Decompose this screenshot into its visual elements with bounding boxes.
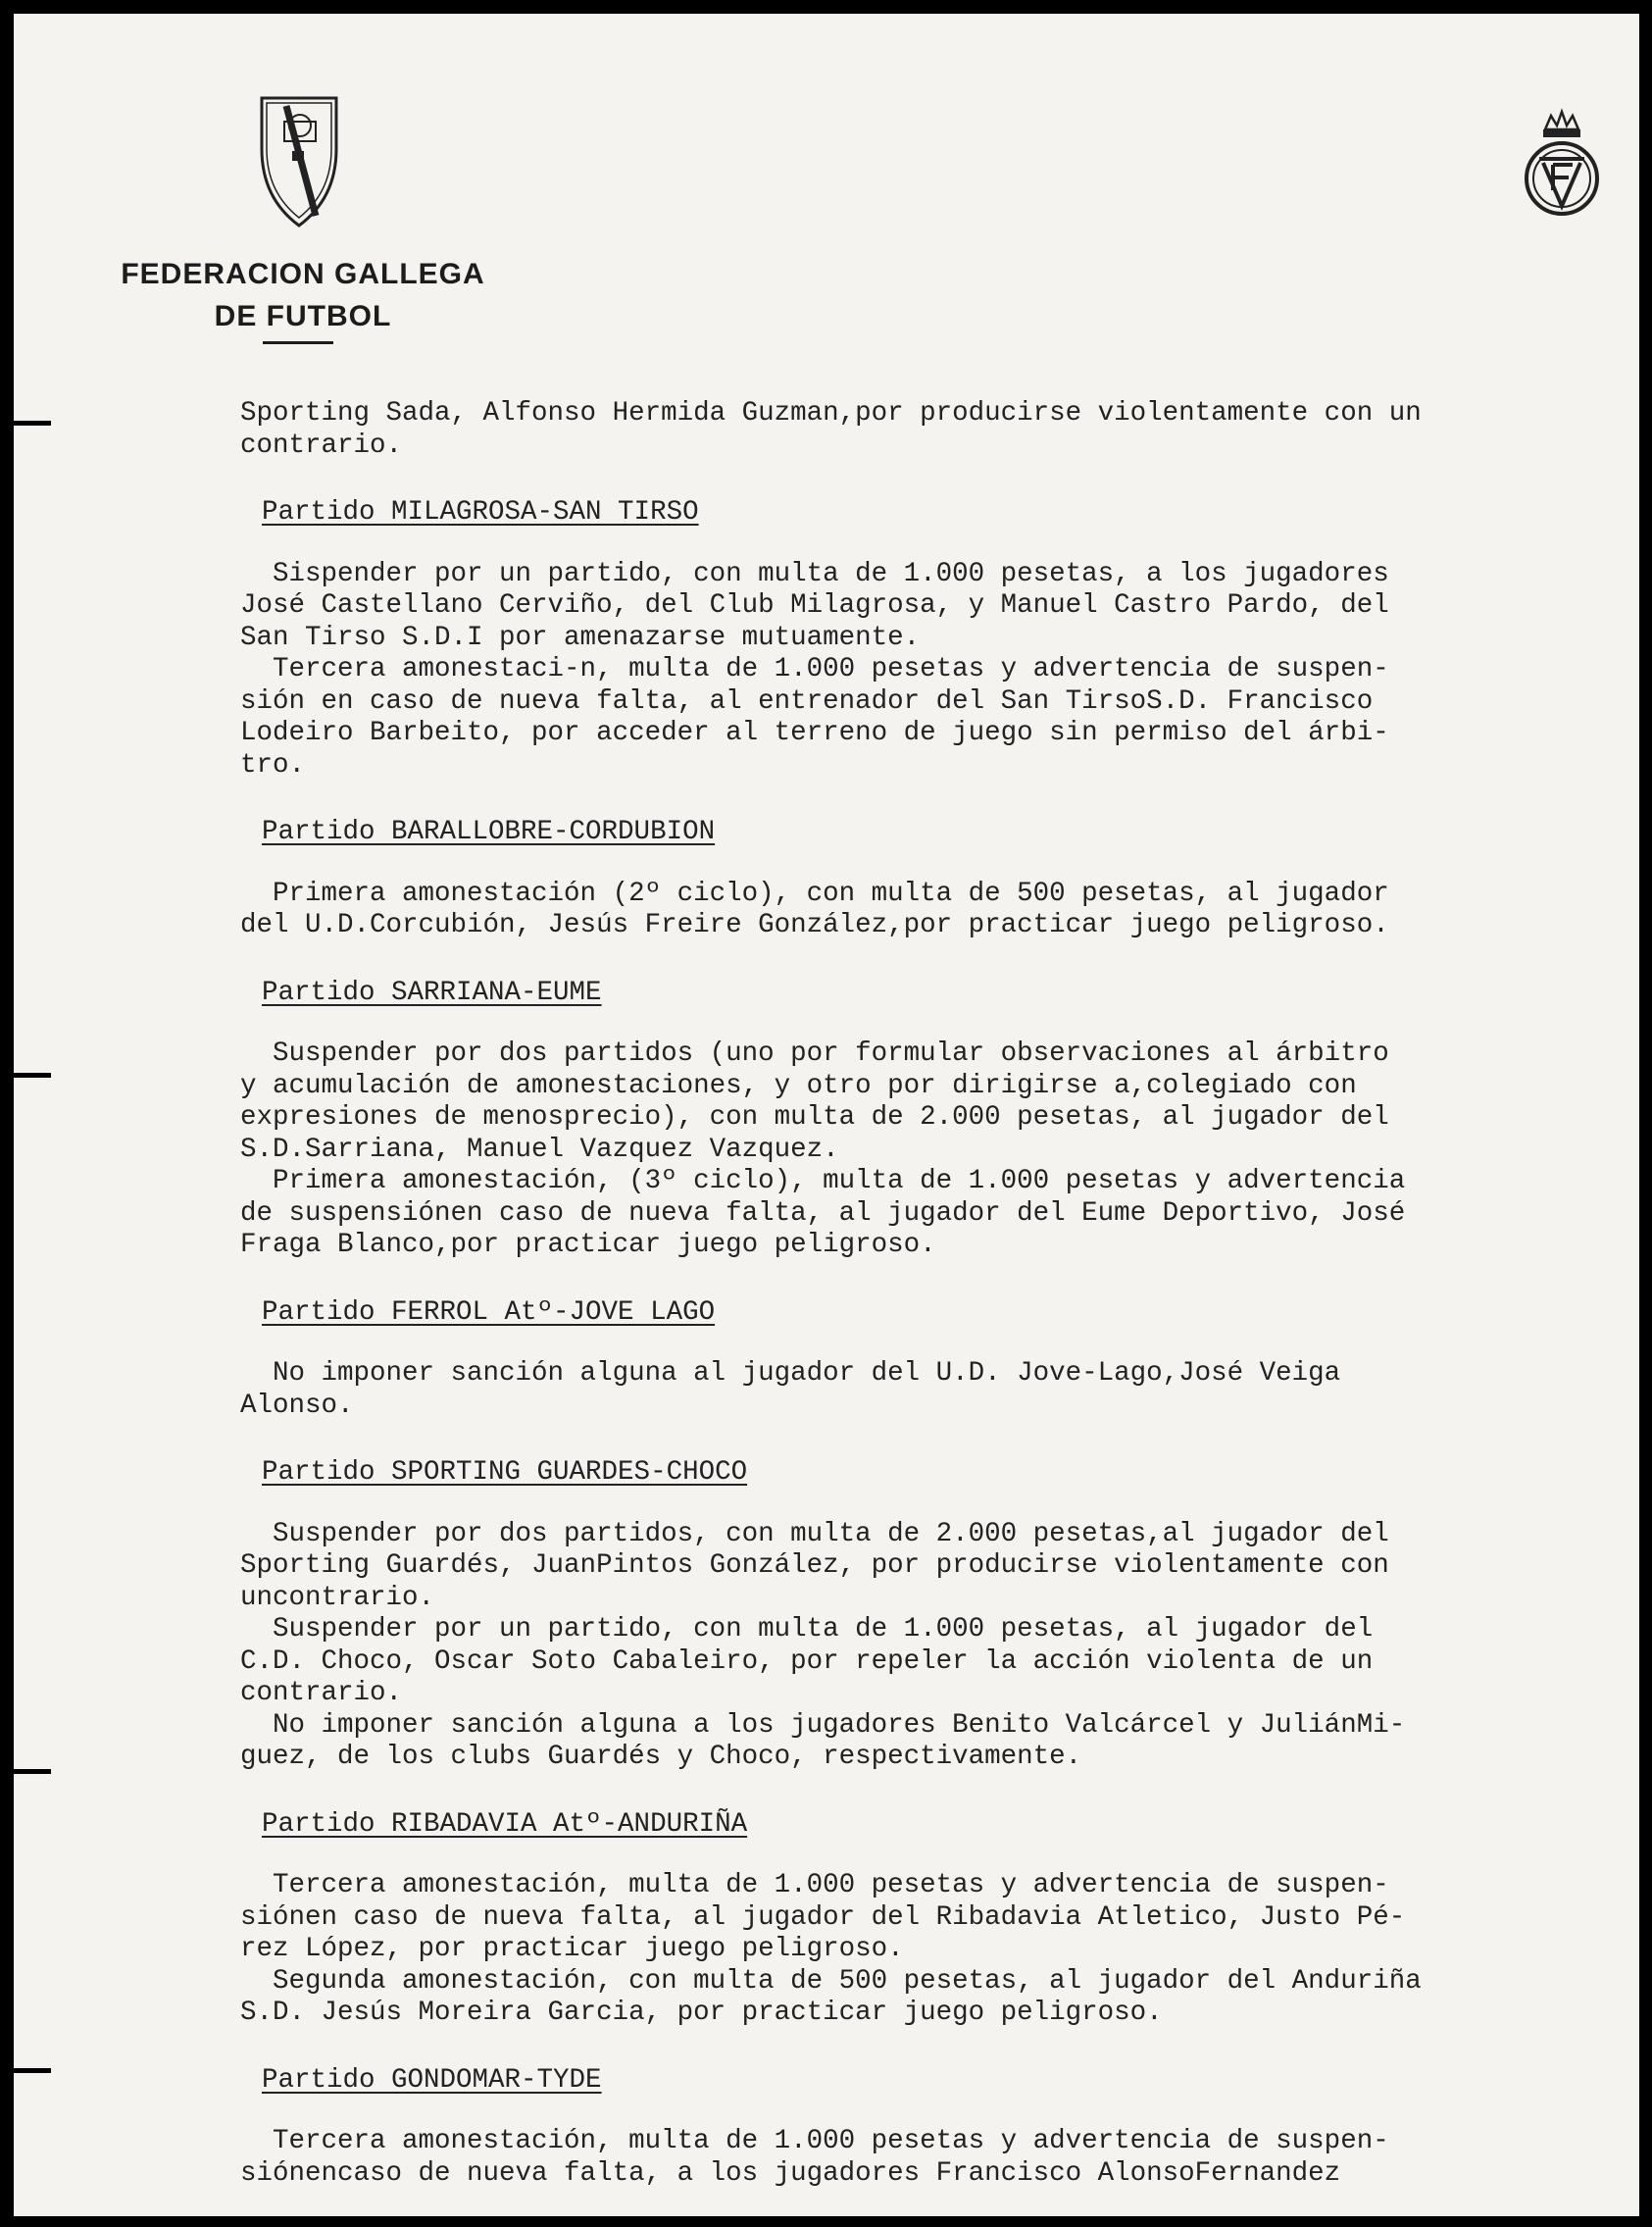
section-line: del U.D.Corcubión, Jesús Freire González,por practicar juego peligroso. xyxy=(208,910,1389,940)
section-heading: Partido RIBADAVIA Atº-ANDURIÑA xyxy=(262,1808,748,1840)
section-line: José Castellano Cerviño, del Club Milagrosa, y Manuel Castro Pardo, del xyxy=(208,590,1389,621)
section-line: No imponer sanción alguna a los jugadores Benito Valcárcel y JuliánMi- xyxy=(208,1709,1406,1741)
binder-hole xyxy=(14,1073,51,1078)
section-line: Suspender por un partido, con multa de 1.000 pesetas, al jugador del xyxy=(208,1614,1374,1645)
section-line: C.D. Choco, Oscar Soto Cabaleiro, por repeler la acción violenta de un xyxy=(208,1645,1374,1677)
section-line: Primera amonestación, (3º ciclo), multa de 1.000 pesetas y advertencia xyxy=(208,1166,1406,1196)
section-line: rez López, por practicar juego peligroso. xyxy=(208,1934,904,1964)
section-heading: Partido FERROL Atº-JOVE LAGO xyxy=(262,1296,716,1328)
section-line: expresiones de menosprecio), con multa de 2.000 pesetas, al jugador del xyxy=(208,1102,1389,1133)
section-heading: Partido GONDOMAR-TYDE xyxy=(262,2064,602,2096)
intro-line: Sporting Sada, Alfonso Hermida Guzman,por producirse violentamente con un xyxy=(208,398,1422,429)
section-line: tro. xyxy=(208,749,306,781)
federation-name-line2: DE FUTBOL xyxy=(214,300,392,332)
section-line: Primera amonestación (2º ciclo), con multa de 500 pesetas, al jugador xyxy=(208,878,1389,909)
section-line: Sispender por un partido, con multa de 1.000 pesetas, a los jugadores xyxy=(208,558,1389,589)
section-line: S.D. Jesús Moreira Garcia, por practicar juego peligroso. xyxy=(208,1998,1163,2028)
section-line: siónencaso de nueva falta, a los jugadores Francisco AlonsoFernandez xyxy=(208,2157,1341,2189)
section-line: Tercera amonestación, multa de 1.000 pesetas y advertencia de suspen- xyxy=(208,1870,1389,1900)
federation-shield-logo xyxy=(257,92,341,229)
section-line: y acumulación de amonestaciones, y otro por dirigirse a,colegiado con xyxy=(208,1070,1357,1101)
federation-name xyxy=(92,253,514,337)
section-line: sión en caso de nueva falta, al entrenador del San TirsoS.D. Francisco xyxy=(208,685,1374,717)
binder-hole xyxy=(14,2068,51,2073)
section-line: Tercera amonestación, multa de 1.000 pesetas y advertencia de suspen- xyxy=(208,2126,1389,2156)
section-line: Lodeiro Barbeito, por acceder al terreno de juego sin permiso del árbi- xyxy=(208,718,1389,748)
section-line: Fraga Blanco,por practicar juego peligroso. xyxy=(208,1230,936,1260)
section-heading: Partido MILAGROSA-SAN TIRSO xyxy=(262,497,699,528)
section-line: contrario. xyxy=(208,1678,403,1708)
document-page xyxy=(14,14,1639,2216)
section-line: Alonso. xyxy=(208,1390,354,1421)
section-line: Segunda amonestación, con multa de 500 pesetas, al jugador del Anduriña xyxy=(208,1965,1422,1997)
section-line: de suspensiónen caso de nueva falta, al jugador del Eume Deportivo, José xyxy=(208,1197,1406,1229)
section-line: uncontrario. xyxy=(208,1582,435,1613)
binder-hole xyxy=(14,421,51,426)
intro-line: contrario. xyxy=(208,430,403,461)
section-heading: Partido SARRIANA-EUME xyxy=(262,977,602,1008)
section-line: Suspender por dos partidos, con multa de 2.000 pesetas,al jugador del xyxy=(208,1518,1389,1549)
section-heading: Partido SPORTING GUARDES-CHOCO xyxy=(262,1457,748,1488)
section-heading: Partido BARALLOBRE-CORDUBION xyxy=(262,817,716,847)
section-line: San Tirso S.D.I por amenazarse mutuamente. xyxy=(208,622,921,653)
document-body xyxy=(208,398,1649,2190)
section-line: Sporting Guardés, JuanPintos González, por producirse violentamente con xyxy=(208,1550,1389,1581)
federation-name-line1: FEDERACION GALLEGA xyxy=(121,258,485,290)
section-line: guez, de los clubs Guardés y Choco, respectivamente. xyxy=(208,1742,1082,1772)
section-line: Suspender por dos partidos (uno por formular observaciones al árbitro xyxy=(208,1038,1389,1069)
section-line: Tercera amonestaci-n, multa de 1.000 pesetas y advertencia de suspen- xyxy=(208,654,1389,684)
section-line: No imponer sanción alguna al jugador del U.D. Jove-Lago,José Veiga xyxy=(208,1358,1341,1389)
binder-hole xyxy=(14,1769,51,1774)
header-divider xyxy=(263,341,333,344)
section-line: siónen caso de nueva falta, al jugador del Ribadavia Atletico, Justo Pé- xyxy=(208,1901,1406,1933)
federation-crest-logo xyxy=(1522,108,1602,222)
section-line: S.D.Sarriana, Manuel Vazquez Vazquez. xyxy=(208,1134,839,1165)
